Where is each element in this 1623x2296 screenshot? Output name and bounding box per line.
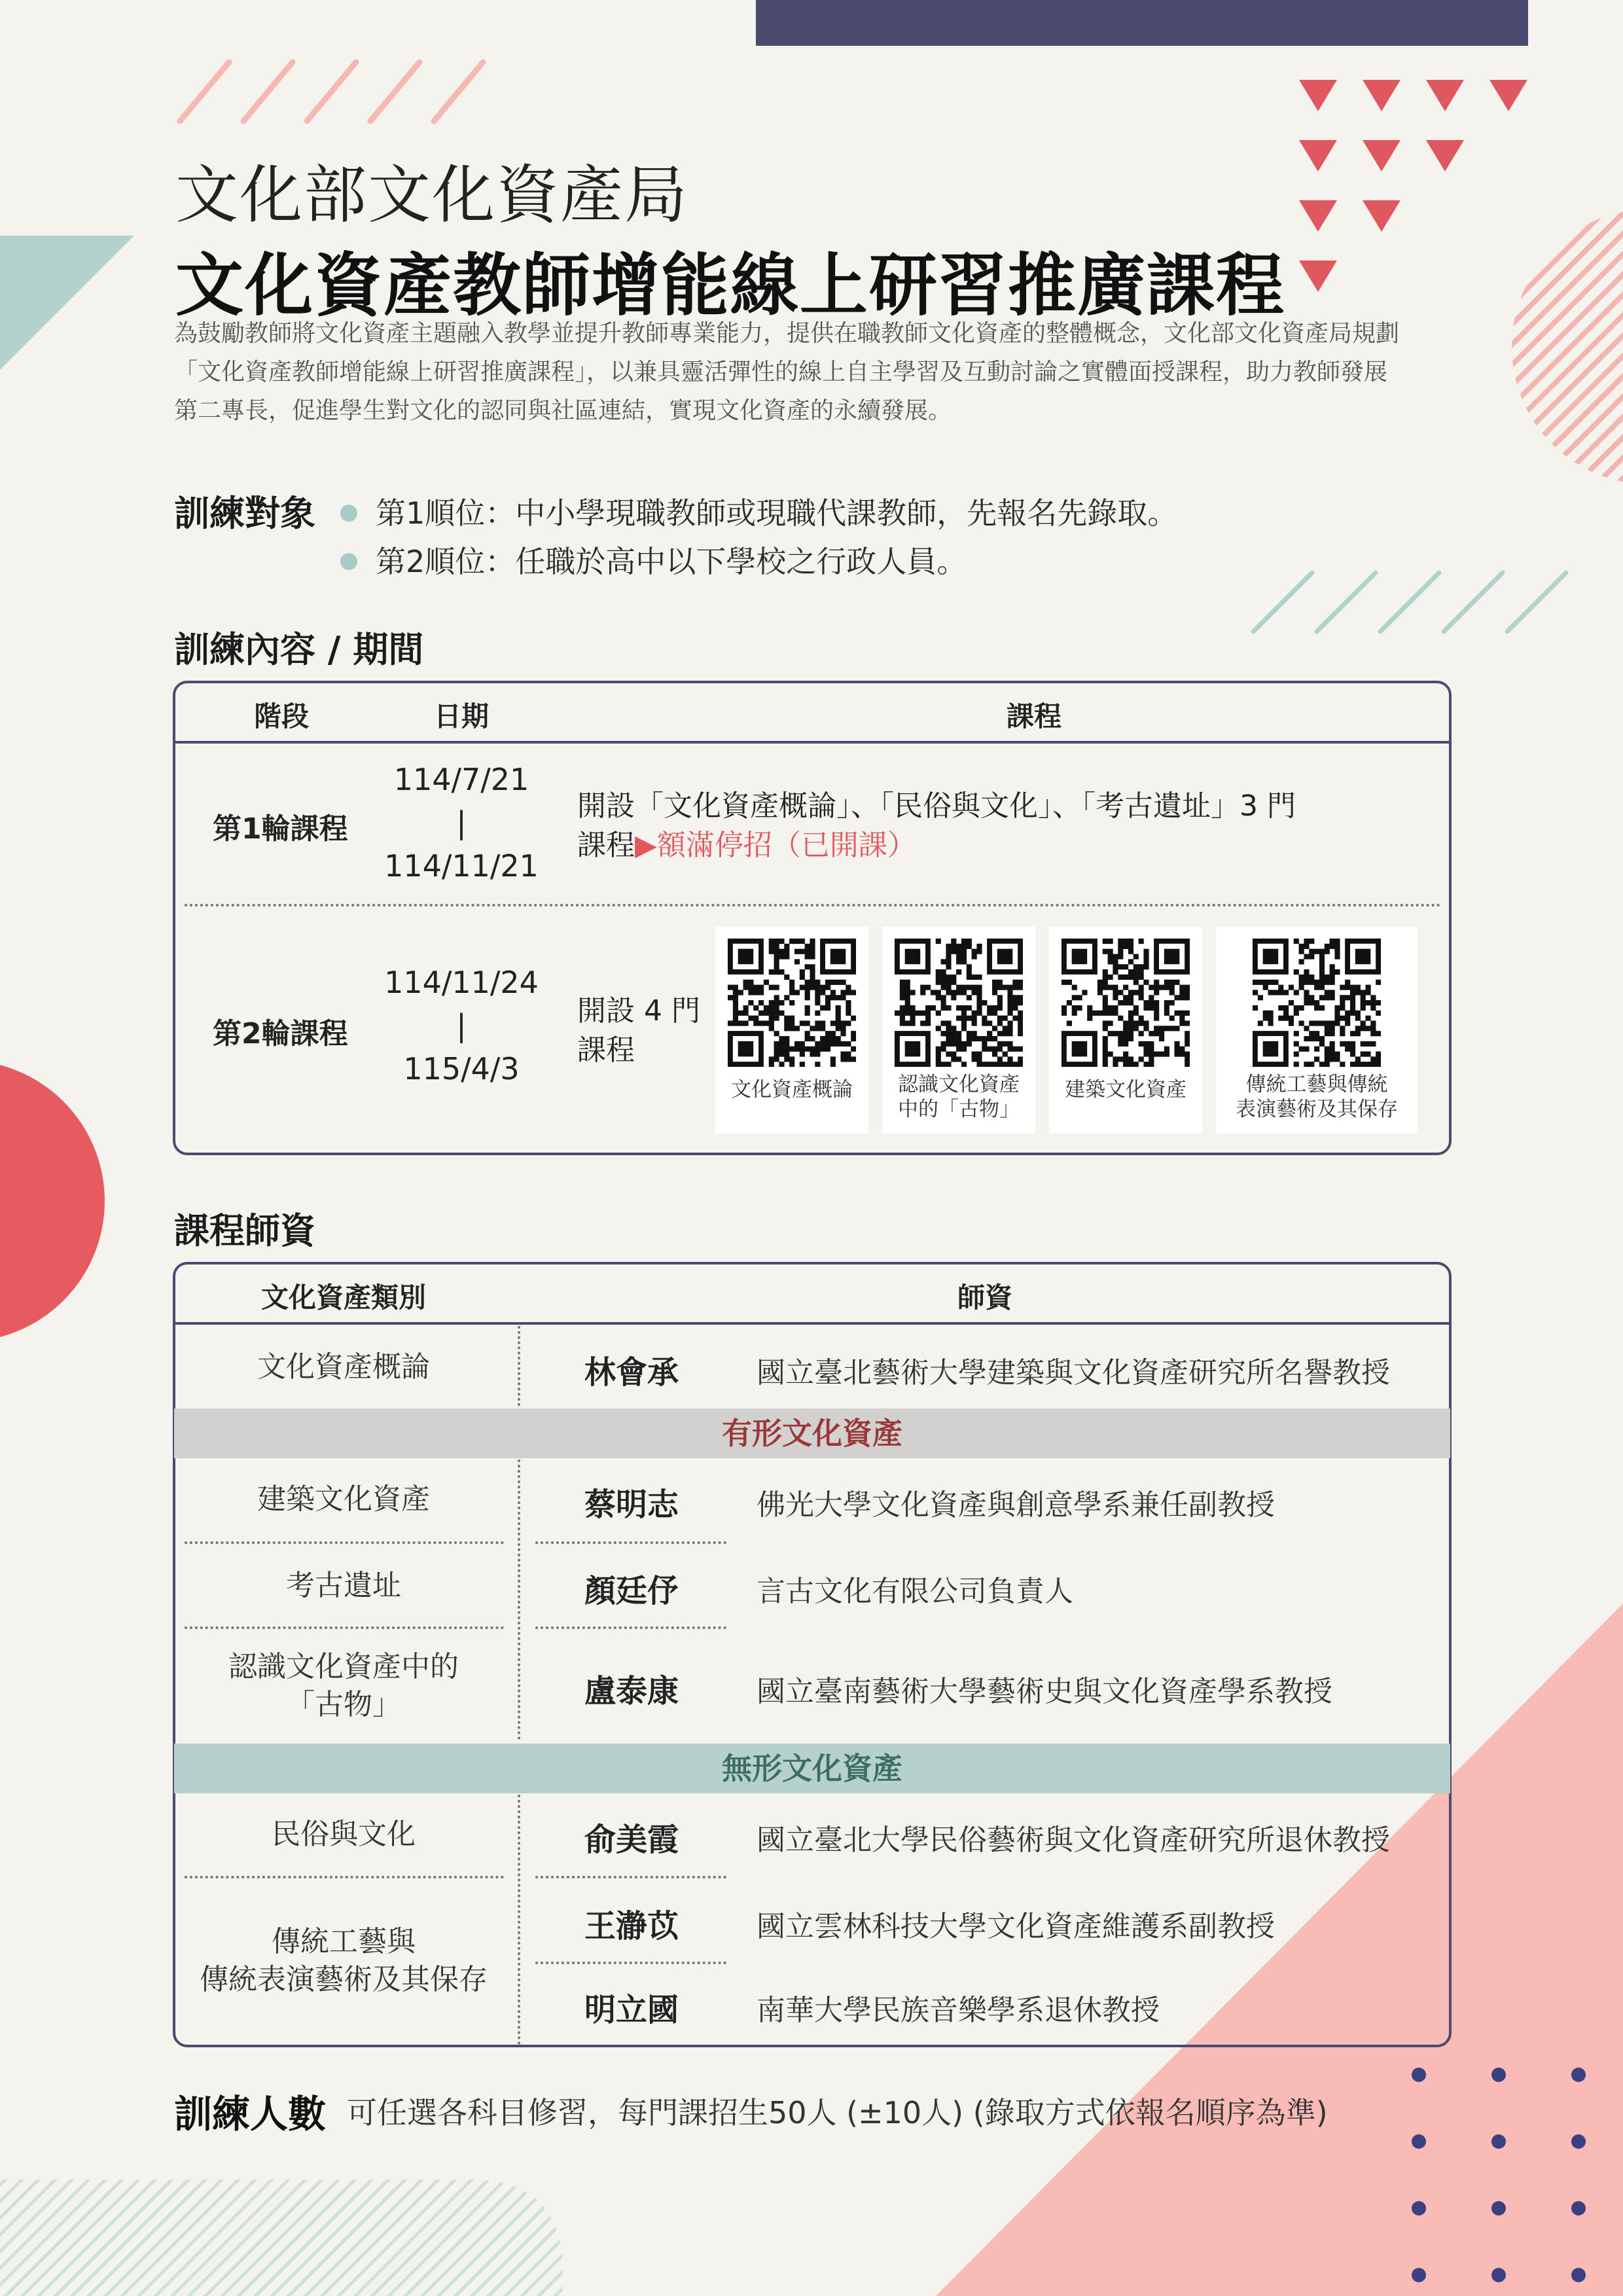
teacher-affiliation: 國立臺北藝術大學建築與文化資產研究所名譽教授 [757, 1356, 1390, 1390]
teacher-name: 蔡明志 [584, 1486, 679, 1523]
qr-caption: 建築文化資產 [1065, 1078, 1186, 1102]
teacher-affiliation: 國立雲林科技大學文化資產維護系副教授 [757, 1910, 1275, 1943]
teacher-name: 顏廷伃 [584, 1573, 679, 1609]
round2-stage: 第2輪課程 [213, 1017, 348, 1050]
category-cell: 民俗與文化 [272, 1818, 416, 1851]
qr-code-icon[interactable] [728, 939, 856, 1067]
teacher-affiliation: 國立臺南藝術大學藝術史與文化資產學系教授 [757, 1675, 1332, 1708]
category-cell: 傳統工藝與 傳統表演藝術及其保存 [200, 1925, 488, 1996]
course-title: 文化資產教師增能線上研習推廣課程 [175, 245, 1286, 325]
tangible-heritage-band: 有形文化資產 [174, 1408, 1450, 1458]
category-cell: 考古遺址 [286, 1569, 401, 1602]
row-divider [535, 1876, 726, 1878]
faculty-label: 課程師資 [174, 1210, 315, 1251]
mint-triangle [0, 236, 134, 370]
qr-caption: 文化資產概論 [731, 1078, 853, 1102]
row-divider [535, 1541, 726, 1544]
round1-dates: 114/7/21 | 114/11/21 [384, 762, 539, 884]
qr-caption: 認識文化資產 中的「古物」 [898, 1073, 1020, 1121]
pink-striped-circle [1512, 209, 1623, 484]
red-half-circle [0, 1060, 105, 1342]
intangible-heritage-band: 無形文化資產 [174, 1744, 1450, 1793]
teacher-affiliation: 南華大學民族音樂學系退休教授 [757, 1994, 1160, 2027]
column-divider [518, 1326, 520, 1406]
teacher-name: 盧泰康 [584, 1673, 679, 1710]
teacher-affiliation: 國立臺北大學民俗藝術與文化資產研究所退休教授 [757, 1823, 1390, 1857]
header-divider [174, 1322, 1450, 1325]
row-divider [185, 1626, 504, 1629]
qr-card-1[interactable] [715, 927, 868, 1134]
teacher-name: 王瀞苡 [584, 1908, 679, 1945]
bullet-dot-icon [340, 505, 357, 522]
intro-line: 「文化資產教師增能線上研習推廣課程」，以兼具靈活彈性的線上自主學習及互動討論之實體面授課程，助力教師發展 [174, 359, 1388, 386]
target-item-2: 第2順位：任職於高中以下學校之行政人員。 [340, 538, 967, 581]
qr-card-3[interactable] [1049, 927, 1202, 1134]
schedule-label: 訓練內容 / 期間 [174, 628, 424, 670]
qr-card-2[interactable] [882, 927, 1035, 1134]
capacity-text: 可任選各科目修習，每門課招生50人 (±10人) (錄取方式依報名順序為準) [347, 2095, 1328, 2130]
org-title: 文化部文化資產局 [175, 158, 688, 232]
capacity-label: 訓練人數 [174, 2092, 327, 2136]
top-navy-bar [756, 0, 1528, 46]
round1-stage: 第1輪課程 [213, 812, 348, 846]
teacher-affiliation: 佛光大學文化資產與創意學系兼任副教授 [757, 1488, 1275, 1522]
mint-slash-lines [1253, 573, 1566, 632]
intro-paragraph [174, 314, 1457, 430]
teacher-affiliation: 言古文化有限公司負責人 [757, 1575, 1073, 1608]
intro-line: 為鼓勵教師將文化資產主題融入教學並提升教師專業能力，提供在職教師文化資產的整體概念，文化部文化資產局規劃 [174, 320, 1400, 347]
category-cell: 文化資產概論 [257, 1350, 430, 1384]
qr-card-4[interactable] [1216, 927, 1418, 1134]
row-divider [185, 904, 1441, 906]
row-divider [535, 1962, 726, 1964]
arrow-right-icon: ▶ [635, 829, 657, 862]
qr-code-icon[interactable] [1061, 939, 1190, 1067]
category-cell: 建築文化資產 [257, 1482, 430, 1516]
round2-dates: 114/11/24 | 115/4/3 [384, 965, 539, 1086]
header-divider [174, 741, 1450, 744]
col-header-course: 課程 [1006, 700, 1061, 732]
mint-striped-blob [0, 2179, 563, 2296]
col-header-category: 文化資產類別 [260, 1282, 426, 1314]
intro-line: 第二專長，促進學生對文化的認同與社區連結，實現文化資產的永續發展。 [174, 397, 952, 424]
col-header-date: 日期 [433, 700, 489, 732]
red-triangle-grid [1299, 80, 1527, 292]
teacher-name: 俞美霞 [584, 1821, 679, 1858]
col-header-stage: 階段 [253, 700, 309, 732]
qr-code-icon[interactable] [1253, 939, 1381, 1067]
target-item-1: 第1順位：中小學現職教師或現職代課教師，先報名先錄取。 [340, 490, 1177, 533]
qr-code-icon[interactable] [895, 939, 1023, 1067]
pink-slash-lines [180, 62, 483, 121]
bullet-dot-icon [340, 553, 357, 570]
qr-caption: 傳統工藝與傳統 表演藝術及其保存 [1236, 1073, 1398, 1121]
category-cell: 認識文化資產中的 「古物」 [228, 1650, 459, 1721]
teacher-name: 明立國 [584, 1992, 679, 2028]
col-header-faculty: 師資 [957, 1282, 1012, 1314]
row-divider [185, 1876, 504, 1878]
targets-label: 訓練對象 [174, 492, 315, 534]
teacher-name: 林會承 [584, 1354, 679, 1391]
column-divider [518, 1460, 520, 1740]
round1-course: 開設「文化資產概論」、「民俗與文化」、「考古遺址」3 門 課程▶額滿停招（已開課） [577, 789, 1296, 862]
row-divider [535, 1626, 726, 1629]
round2-course: 開設 4 門 課程 [577, 994, 700, 1067]
column-divider [518, 1795, 520, 2045]
row-divider [185, 1541, 504, 1544]
status-badge: 額滿停招（已開課） [656, 829, 916, 862]
